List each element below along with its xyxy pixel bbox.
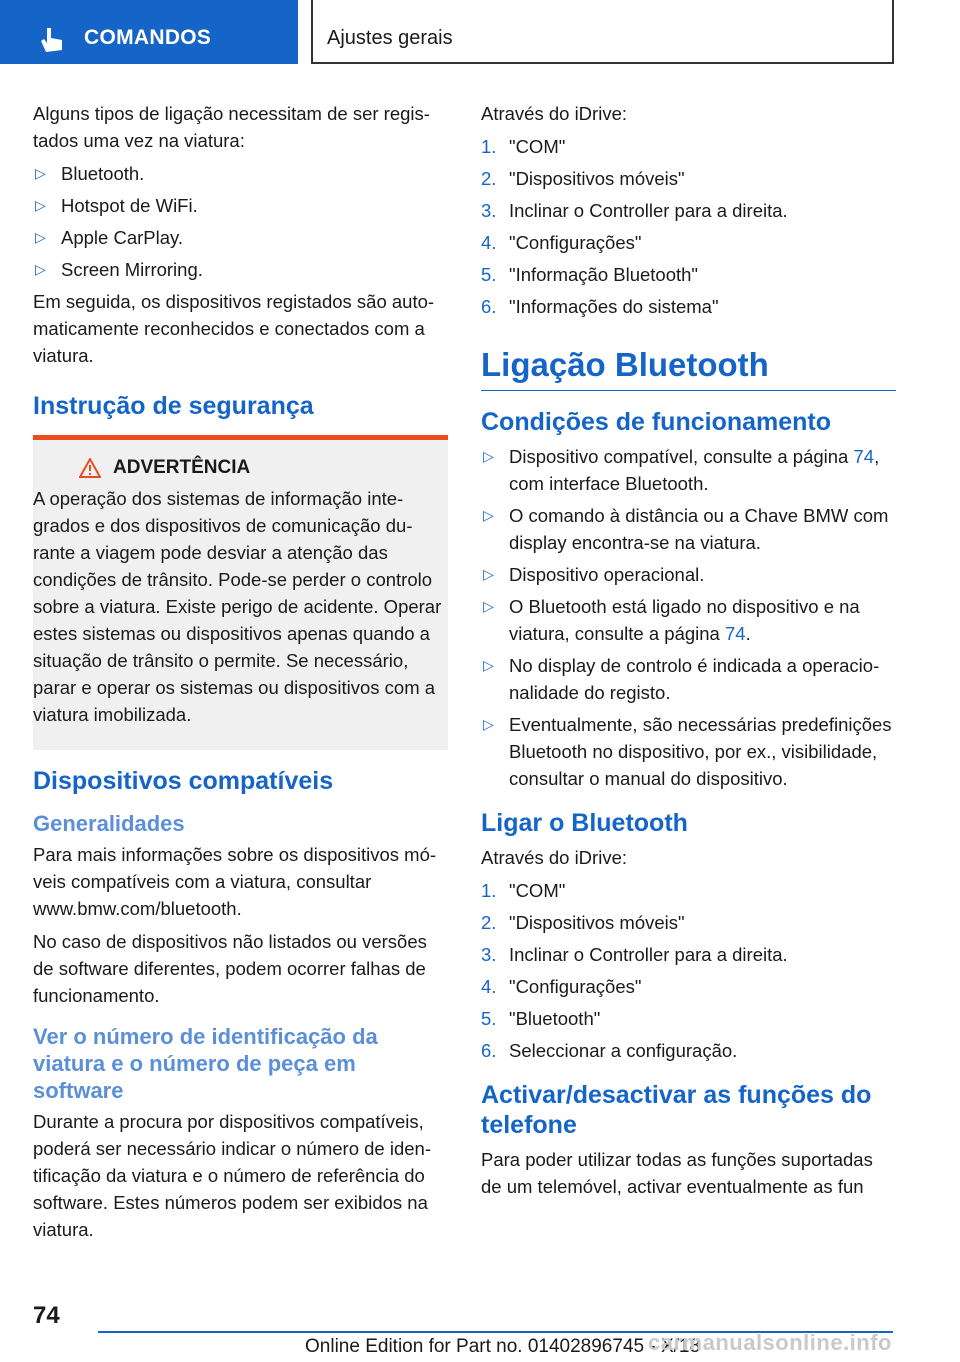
step-text: "Configurações" bbox=[509, 976, 642, 997]
list-item bbox=[33, 224, 448, 251]
header-tab-label: COMANDOS bbox=[84, 26, 212, 49]
phone-paragraph: Para poder utilizar todas as funções suportadas de um telemóvel, activar eventualmente as fun bbox=[481, 1149, 873, 1197]
warning-box bbox=[33, 435, 448, 750]
step-number: 6. bbox=[481, 296, 497, 317]
bullet-triangle-icon: ▷ bbox=[35, 261, 46, 277]
list-item bbox=[33, 160, 448, 187]
right-column bbox=[481, 100, 896, 1206]
page-number: 74 bbox=[33, 1302, 60, 1329]
bullet-triangle-icon: ▷ bbox=[483, 448, 494, 464]
heading-general: Generalidades bbox=[33, 811, 185, 836]
step-text: "Informação Bluetooth" bbox=[509, 264, 698, 285]
steps-info bbox=[481, 133, 896, 320]
footer-edition: Online Edition for Part no. 01402896745 - X/18 bbox=[305, 1336, 701, 1357]
general-paragraph-2: No caso de dispositivos não listados ou versões de software diferentes, podem ocorrer falhas de funcionamento. bbox=[33, 931, 427, 1006]
registration-list bbox=[33, 160, 448, 283]
watermark: carmanualsonline.info bbox=[648, 1330, 892, 1355]
step-item bbox=[481, 1037, 896, 1064]
condition-text-end: . bbox=[745, 623, 751, 644]
via-idrive-2: Através do iDrive: bbox=[481, 847, 627, 868]
identification-paragraph: Durante a procura por dispositivos compatíveis, poderá ser necessário indicar o número de identificação da viatura e o número de referência do software. Estes números podem ser exibidos na viatura. bbox=[33, 1111, 431, 1240]
step-text: "Dispositivos móveis" bbox=[509, 912, 685, 933]
step-item bbox=[481, 293, 896, 320]
after-text: Em seguida, os dispositivos registados são automaticamente reconhecidos e conectados com a viatura. bbox=[33, 291, 435, 366]
condition-item bbox=[481, 561, 896, 588]
condition-text: Dispositivo operacional. bbox=[509, 564, 705, 585]
heading-identification: Ver o número de identificação da viatura e o número de peça em software bbox=[33, 1024, 378, 1103]
heading-connect: Ligar o Bluetooth bbox=[481, 809, 688, 837]
step-number: 3. bbox=[481, 200, 497, 221]
step-item bbox=[481, 909, 896, 936]
bullet-triangle-icon: ▷ bbox=[483, 507, 494, 523]
condition-item bbox=[481, 502, 896, 556]
condition-item bbox=[481, 443, 896, 497]
heading-phone: Activar/desactivar as funções do telefone bbox=[481, 1081, 872, 1139]
steps-connect bbox=[481, 877, 896, 1064]
condition-text: No display de controlo é indicada a operacionalidade do registo. bbox=[509, 655, 880, 703]
step-number: 6. bbox=[481, 1040, 497, 1061]
page-reference-link[interactable]: 74 bbox=[853, 446, 875, 467]
step-text: Inclinar o Controller para a direita. bbox=[509, 944, 788, 965]
step-number: 1. bbox=[481, 136, 497, 157]
condition-text: Dispositivo compatível, consulte a página bbox=[509, 446, 854, 467]
bullet-triangle-icon: ▷ bbox=[483, 566, 494, 582]
step-number: 5. bbox=[481, 264, 497, 285]
header-section bbox=[311, 0, 894, 64]
step-number: 2. bbox=[481, 168, 497, 189]
bullet-triangle-icon: ▷ bbox=[483, 598, 494, 614]
step-text: Seleccionar a configuração. bbox=[509, 1040, 738, 1061]
step-item bbox=[481, 229, 896, 256]
intro-text: Alguns tipos de ligação necessitam de ser registados uma vez na viatura: bbox=[33, 103, 430, 151]
bullet-triangle-icon: ▷ bbox=[483, 657, 494, 673]
hand-pointer-icon bbox=[38, 26, 66, 54]
step-item bbox=[481, 941, 896, 968]
section-title: Ajustes gerais bbox=[327, 27, 453, 49]
step-text: "Configurações" bbox=[509, 232, 642, 253]
warning-title-text: ADVERTÊNCIA bbox=[113, 457, 251, 478]
heading-safety: Instrução de segurança bbox=[33, 392, 314, 420]
step-text: "COM" bbox=[509, 880, 566, 901]
condition-text: O Bluetooth está ligado no dispositivo e na viatura, consulte a página bbox=[509, 596, 860, 644]
bullet-triangle-icon: ▷ bbox=[35, 197, 46, 213]
heading-conditions: Condições de funcionamento bbox=[481, 408, 832, 436]
list-item-text: Apple CarPlay. bbox=[61, 227, 184, 248]
step-number: 2. bbox=[481, 912, 497, 933]
conditions-list bbox=[481, 443, 896, 792]
step-text: "Dispositivos móveis" bbox=[509, 168, 685, 189]
list-item-text: Bluetooth. bbox=[61, 163, 145, 184]
header-tab bbox=[0, 0, 298, 64]
step-text: "COM" bbox=[509, 136, 566, 157]
step-item bbox=[481, 197, 896, 224]
list-item-text: Hotspot de WiFi. bbox=[61, 195, 198, 216]
step-number: 4. bbox=[481, 232, 497, 253]
list-item bbox=[33, 192, 448, 219]
bullet-triangle-icon: ▷ bbox=[35, 229, 46, 245]
warning-triangle-icon bbox=[79, 458, 101, 478]
step-item bbox=[481, 973, 896, 1000]
via-idrive-1: Através do iDrive: bbox=[481, 103, 627, 124]
step-text: "Informações do sistema" bbox=[509, 296, 719, 317]
step-text: Inclinar o Controller para a direita. bbox=[509, 200, 788, 221]
step-number: 3. bbox=[481, 944, 497, 965]
step-item bbox=[481, 133, 896, 160]
step-item bbox=[481, 261, 896, 288]
condition-item bbox=[481, 711, 896, 792]
heading-devices: Dispositivos compatíveis bbox=[33, 767, 334, 795]
step-item bbox=[481, 165, 896, 192]
general-paragraph-1: Para mais informações sobre os dispositivos móveis compatíveis com a viatura, consultar www.bmw.com/bluetooth. bbox=[33, 844, 437, 919]
heading-bluetooth: Ligação Bluetooth bbox=[481, 346, 896, 391]
warning-title bbox=[43, 454, 448, 481]
condition-item bbox=[481, 652, 896, 706]
step-number: 5. bbox=[481, 1008, 497, 1029]
condition-text-end: , com interface Bluetooth. bbox=[509, 446, 880, 494]
condition-text: O comando à distância ou a Chave BMW com display encontra-se na viatura. bbox=[509, 505, 889, 553]
page-reference-link[interactable]: 74 bbox=[724, 623, 746, 644]
warning-text: A operação dos sistemas de informação integrados e dos dispositivos de comunicação durante a viagem pode desviar a atenção das condições de trânsito. Pode-se perder o controlo sobre a viatura. Existe perigo de acidente. Operar estes sistemas ou dispositivos apenas quando a situação de trânsito o permite. Se necessário, parar e operar os sistemas ou dispositivos com a viatura imobilizada. bbox=[33, 488, 442, 725]
list-item bbox=[33, 256, 448, 283]
condition-text: Eventualmente, são necessárias predefinições Bluetooth no dispositivo, por ex., visibilidade, consultar o manual do dispositivo. bbox=[509, 714, 892, 789]
condition-item bbox=[481, 593, 896, 647]
step-item bbox=[481, 877, 896, 904]
step-number: 4. bbox=[481, 976, 497, 997]
step-text: "Bluetooth" bbox=[509, 1008, 601, 1029]
left-column bbox=[33, 100, 448, 1249]
step-number: 1. bbox=[481, 880, 497, 901]
bullet-triangle-icon: ▷ bbox=[483, 716, 494, 732]
list-item-text: Screen Mirroring. bbox=[61, 259, 203, 280]
bullet-triangle-icon: ▷ bbox=[35, 165, 46, 181]
step-item bbox=[481, 1005, 896, 1032]
